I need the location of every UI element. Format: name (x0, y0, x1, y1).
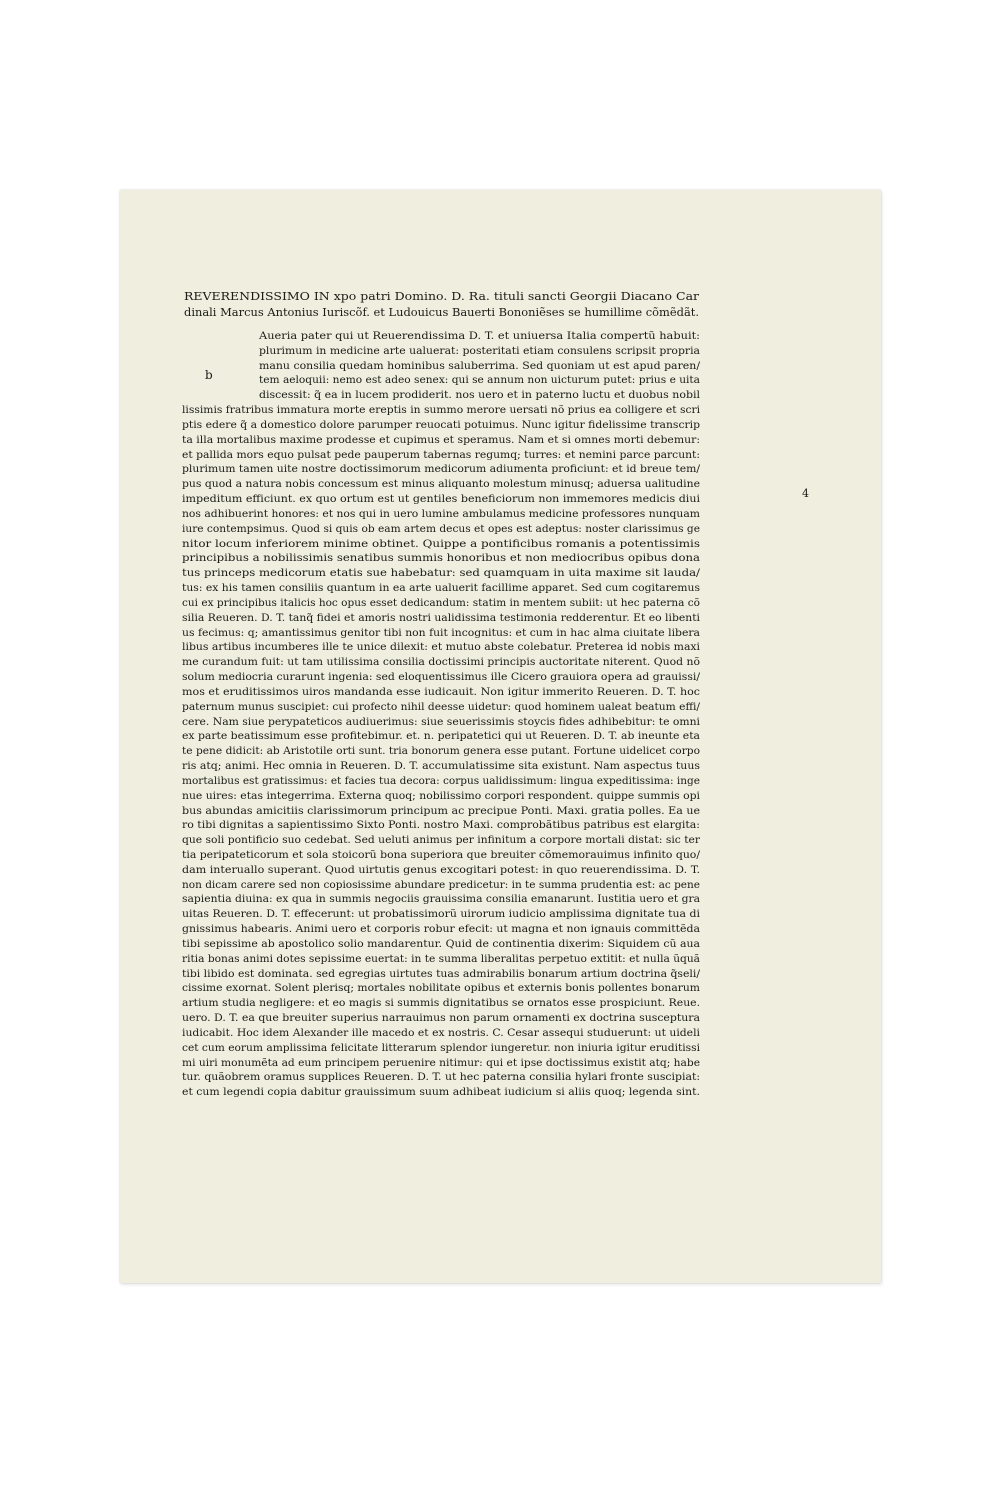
text-line: artium studia negligere: et eo magis si summis dignitatibus se ornatos esse prospiciunt. Reue. (182, 998, 700, 1010)
text-line: iure contempsimus. Quod si quis ob eam artem decus et opes est adeptus: noster clarissimus ge (182, 523, 700, 535)
text-line: solum mediocria curarunt ingenia: sed eloquentissimus ille Cicero grauiora opera ad grauissi/ (182, 672, 700, 684)
text-line: bus abundas amicitiis clarissimorum principum ac precipue Ponti. Maxi. gratia polles. Ea ue (182, 805, 700, 817)
text-line: plurimum in medicine arte ualuerat: posteritati etiam consulens scripsit propria (259, 345, 700, 357)
text-line: cet cum eorum amplissima felicitate litterarum splendor iungeretur. non iniuria igitur eruditissi (182, 1042, 700, 1054)
text-line: discessit: q̃ ea in lucem prodiderit. nos uero et in paterno luctu et duobus nobil (259, 390, 700, 402)
text-line: cui ex principibus italicis hoc opus esset dedicandum: statim in mentem subiit: ut hec paterna cõ (182, 597, 700, 609)
text-line: ro tibi dignitas a sapientissimo Sixto Ponti. nostro Maxi. comprobãtibus patribus est elargita: (182, 820, 700, 832)
text-line: gnissimus habearis. Animi uero et corporis robur efecit: ut magna et non ignauis committẽda (182, 924, 700, 936)
text-line: et pallida mors equo pulsat pede pauperum tabernas regumq; turres: et nemini parce parcunt: (182, 449, 700, 461)
text-line: lissimis fratribus immatura morte ereptis in summo merore uersati nõ prius ea colligere et scri (182, 405, 700, 417)
text-line: tia peripateticorum et sola stoicorũ bona superiora que breuiter cõmemorauimus infinito quo/ (182, 849, 700, 861)
text-line: pus quod a natura nobis concessum est minus aliquanto molestum minusq; aduersa ualitudine (182, 479, 700, 491)
dedication-heading (184, 289, 699, 320)
text-line: tem aeloquii: nemo est adeo senex: qui se annum non uicturum putet: prius e uita (259, 375, 700, 387)
text-line: plurimum tamen uite nostre doctissimorum medicorum adiumenta proficiunt: et id breue tem/ (182, 464, 700, 476)
text-line: que soli pontificio suo cedebat. Sed ueluti animus per infinitum a corpore mortali distat: sic ter (182, 835, 700, 847)
text-line: ptis edere q̃ a domestico dolore parumper reuocati potuimus. Nunc igitur fidelissime transcrip (182, 419, 700, 431)
text-line: tus: ex his tamen consiliis quantum in ea arte ualuerit facillime apparet. Sed cum cogitaremus (182, 583, 700, 595)
text-line: tus princeps medicorum etatis sue habebatur: sed quamquam in uita maxime sit lauda/ (182, 568, 700, 580)
text-line: principibus a nobilissimis senatibus summis honoribus et non mediocribus opibus dona (182, 553, 700, 565)
heading-line: dinali Marcus Antonius Iuriscõf. et Ludouicus Bauerti Bononiẽses se humillime cõmẽdãt. (184, 304, 699, 319)
initial-guide-letter: b (205, 368, 213, 382)
text-line: nitor locum inferiorem minime obtinet. Quippe a pontificibus romanis a potentissimis (182, 538, 700, 550)
text-line: tur. quãobrem oramus supplices Reueren. D. T. ut hec paterna consilia hylari fronte suscipiat: (182, 1072, 700, 1084)
text-line: tibi libido est dominata. sed egregias uirtutes tuas admirabilis bonarum artium doctrina q̃seli/ (182, 968, 700, 980)
text-line: me curandum fuit: ut tam utilissima consilia doctissimi principis auctoritate niterent. Quod nõ (182, 657, 700, 669)
text-line: cere. Nam siue perypateticos audiuerimus: siue seuerissimis stoycis fides adhibebitur: te omni (182, 716, 700, 728)
text-line: cissime exornat. Solent plerisq; mortales nobilitate opibus et externis bonis pollentes bonarum (182, 983, 700, 995)
text-line: nos adhibuerint honores: et nos qui in uero lumine ambulamus medicine professores nunquam (182, 508, 700, 520)
text-line: ex parte beatissimum esse profitebimur. et. n. peripatetici qui ut Reueren. D. T. ab ineunte eta (182, 731, 700, 743)
text-line: sapientia diuina: ex qua in summis negociis grauissima consilia emanarunt. Iustitia uero et gra (182, 894, 700, 906)
text-line: dam interuallo superant. Quod uirtutis genus excogitari potest: in quo reuerendissima. D. T. (182, 864, 700, 876)
text-line: mortalibus est gratissimus: et facies tua decora: corpus ualidissimum: lingua expeditissima: inge (182, 775, 700, 787)
text-line: uero. D. T. ea que breuiter superius narrauimus non parum ornamenti ex doctrina susceptura (182, 1013, 700, 1025)
margin-mark: 4 (802, 487, 809, 500)
text-line: nue uires: etas integerrima. Externa quoq; nobilissimo corpori respondent. quippe summis opi (182, 790, 700, 802)
text-line: Aueria pater qui ut Reuerendissima D. T. et uniuersa Italia compertũ habuit: (259, 331, 700, 342)
text-line: ris atq; animi. Hec omnia in Reueren. D. T. accumulatissime sita existunt. Nam aspectus tuus (182, 761, 700, 773)
text-line: tibi sepissime ab apostolico solio mandarentur. Quid de continentia dixerim: Siquidem cũ aua (182, 938, 700, 950)
text-line: paternum munus suscipiet: cui profecto nihil deesse uidetur: quod hominem ualeat beatum effi/ (182, 701, 700, 713)
text-line: te pene didicit: ab Aristotile orti sunt. tria bonorum genera esse putant. Fortune uidelicet corpo (182, 746, 700, 758)
text-line: impeditum efficiunt. ex quo ortum est ut gentiles beneficiorum non immemores medicis diui (182, 494, 700, 506)
text-line: silia Reueren. D. T. tanq̃ fidei et amoris nostri ualidissima testimonia redderentur. Et eo libenti (182, 612, 700, 624)
text-line: iudicabit. Hoc idem Alexander ille macedo et ex nostris. C. Cesar assequi studuerunt: ut uideli (182, 1027, 700, 1039)
text-line: et cum legendi copia dabitur grauissimum suum adhibeat iudicium si aliis quoq; legenda sint. (182, 1087, 700, 1099)
text-line: libus artibus incumberes ille te unice dilexit: et mutuo abste colebatur. Preterea id nobis maxi (182, 642, 700, 654)
text-line: manu consilia quedam hominibus saluberrima. Sed quoniam ut est apud paren/ (259, 360, 700, 372)
text-line: uitas Reueren. D. T. effecerunt: ut probatissimorũ uirorum iudicio amplissima dignitate tua di (182, 909, 700, 921)
text-line: mos et eruditissimos uiros mandanda esse iudicauit. Non igitur immerito Reueren. D. T. hoc (182, 686, 700, 698)
text-line: mi uiri monumẽta ad eum principem peruenire nitimur: qui et ipse doctissimus existit atq; habe (182, 1057, 700, 1069)
text-line: ritia bonas animi dotes sepissime euertat: in te summa liberalitas perpetuo extitit: et nulla ũquã (182, 953, 700, 965)
text-line: non dicam carere sed non copiosissime abundare predicetur: in te summa prudentia est: ac pene (182, 879, 700, 891)
text-line: us fecimus: q; amantissimus genitor tibi non fuit incognitus: et cum in hac alma ciuitate libera (182, 627, 700, 639)
dedication-body (182, 330, 700, 1101)
heading-line: REVERENDISSIMO IN xpo patri Domino. D. Ra. tituli sancti Georgii Diacano Car (184, 289, 699, 303)
text-line: ta illa mortalibus maxime prodesse et cupimus et speramus. Nam et si omnes morti debemur: (182, 434, 700, 446)
